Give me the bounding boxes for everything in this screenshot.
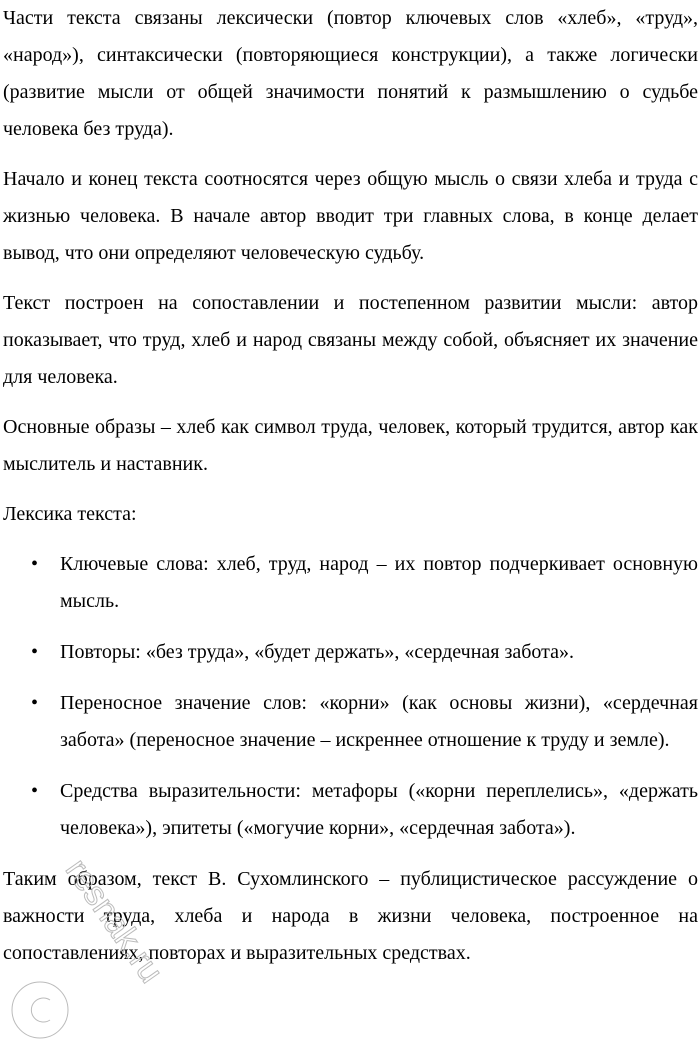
paragraph-conclusion: Таким образом, текст В. Сухомлинского – публицистическое рассуждение о важности труда, хлеба и народа в жизни человека, построенное на сопоставлениях, повторах и выразительных средствах. xyxy=(3,868,698,964)
list-item: • Переносное значение слов: «корни» (как основы жизни), «сердечная забота» (переносное значение – искреннее отношение к труду и земле). xyxy=(3,685,698,759)
paragraph-connections: Части текста связаны лексически (повтор ключевых слов «хлеб», «труд», «народ»), синтаксически (повторяющиеся конструкции), а также логически (развитие мысли от общей значимости понятий к размышлению о судьбе человека без труда). xyxy=(3,7,698,140)
list-item: • Ключевые слова: хлеб, труд, народ – их повтор подчеркивает основную мысль. xyxy=(3,546,698,620)
paragraph-lexicon-heading: Лексика текста: xyxy=(3,503,137,525)
lexicon-list xyxy=(3,546,698,847)
paragraph-beginning-end: Начало и конец текста соотносятся через общую мысль о связи хлеба и труда с жизнью человека. В начале автор вводит три главных слова, в конце делает вывод, что они определяют человеческую судьбу. xyxy=(3,168,698,264)
document-body xyxy=(3,0,698,985)
paragraph-structure: Текст построен на сопоставлении и постепенном развитии мысли: автор показывает, что труд, хлеб и народ связаны между собой, объясняет их значение для человека. xyxy=(3,292,698,388)
list-item: • Средства выразительности: метафоры («корни переплелись», «держать человека»), эпитеты («могучие корни», «сердечная забота»). xyxy=(3,773,698,847)
svg-text:resnak.ru: resnak.ru xyxy=(57,851,171,990)
paragraph-images: Основные образы – хлеб как символ труда, человек, который трудится, автор как мыслитель и наставник. xyxy=(3,416,698,475)
list-item: • Повторы: «без труда», «будет держать», «сердечная забота». xyxy=(3,634,698,671)
